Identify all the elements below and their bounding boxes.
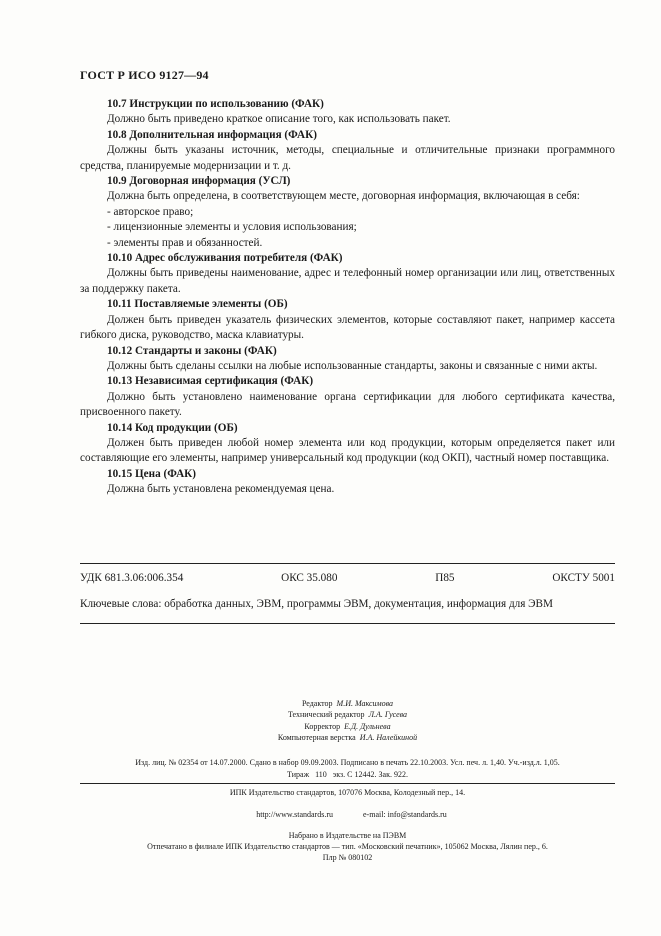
section-title: 10.9 Договорная информация (УСЛ): [107, 175, 291, 188]
section-paragraph: Должны быть сделаны ссылки на любые использованные стандарты, законы и связанные с ними акты.: [107, 359, 598, 372]
publisher-line: ИПК Издательство стандартов, 107076 Москва, Колодезный пер., 14.: [229, 788, 466, 797]
publisher-line: Плр № 080102: [322, 852, 373, 862]
classification-row: [80, 572, 615, 584]
section-paragraph: Должно быть установлено наименование органа сертификации для любого сертификата качества, присвоенного пакету.: [80, 390, 615, 419]
credit-name: Л.А. Гусева: [368, 710, 408, 720]
divider-bottom: [80, 783, 615, 784]
list-item: - авторское право;: [107, 205, 194, 218]
divider-top: [80, 563, 615, 564]
divider-keywords: [80, 623, 615, 624]
section-paragraph: Должны быть указаны источник, методы, специальные и отличительные признаки программного средства, планируемые модернизации и т. д.: [80, 144, 615, 172]
section-title: 10.10 Адрес обслуживания потребителя (ФАК): [107, 252, 343, 265]
udk-code: УДК 681.3.06:006.354: [80, 572, 184, 584]
section-title: 10.13 Независимая сертификация (ФАК): [107, 375, 314, 388]
oks-code: ОКС 35.080: [281, 572, 338, 584]
edition-info: [80, 757, 615, 780]
edition-line: Тираж 110 экз. С 12442. Зак. 922.: [287, 769, 408, 779]
publisher-line: Отпечатано в филиале ИПК Издательство стандартов — тип. «Московский печатник», 105062 Москва, Лялин пер., 6.: [147, 841, 548, 851]
list-item: - элементы прав и обязанностей.: [107, 236, 263, 249]
document-body: [80, 97, 615, 498]
section-title: 10.12 Стандарты и законы (ФАК): [107, 344, 277, 357]
credit-row: [80, 698, 615, 709]
list-item: - лицензионные элементы и условия использования;: [107, 221, 357, 234]
credit-role: Технический редактор: [287, 710, 365, 720]
section-title: 10.11 Поставляемые элементы (ОБ): [107, 298, 288, 311]
section-title: 10.7 Инструкции по использованию (ФАК): [107, 98, 324, 110]
okstu-code: ОКСТУ 5001: [552, 572, 615, 584]
credit-row: [80, 721, 615, 732]
section-paragraph: Должен быть приведен любой номер элемента или код продукции, которым определяется пакет или составляющие его элементы, например универсальный код продукции (код ОКП), частный номер поставщика.: [80, 436, 615, 465]
credit-name: Е.Д. Дульнева: [344, 721, 391, 731]
section-paragraph: Должна быть определена, в соответствующем месте, договорная информация, включающая в себя:: [107, 190, 580, 203]
publisher-contacts: [80, 799, 615, 831]
credit-role: Корректор: [304, 721, 341, 731]
publisher-line: Набрано в Издательстве на ПЭВМ: [288, 831, 407, 841]
credit-role: Компьютерная верстка: [277, 732, 356, 742]
section-paragraph: Должна быть установлена рекомендуемая цена.: [107, 483, 335, 496]
credit-row: [80, 709, 615, 720]
publisher-url: http://www.standards.ru: [256, 809, 333, 819]
credit-row: [80, 732, 615, 743]
page-header: ГОСТ Р ИСО 9127—94: [80, 68, 209, 82]
section-title: 10.14 Код продукции (ОБ): [107, 421, 238, 434]
publisher-info: [80, 788, 615, 864]
section-title: 10.8 Дополнительная информация (ФАК): [107, 128, 317, 141]
credits-block: [80, 698, 615, 743]
edition-line: Изд. лиц. № 02354 от 14.07.2000. Сдано в набор 09.09.2003. Подписано в печать 22.10.2003. Усл. печ. л. 1,40. Уч.-изд.л. 1,05.: [135, 758, 560, 767]
credit-name: И.А. Налейкиной: [359, 732, 418, 742]
credit-role: Редактор: [301, 699, 333, 708]
section-paragraph: Должны быть приведены наименование, адрес и телефонный номер организации или лиц, ответственных за поддержку пакета.: [80, 267, 615, 295]
publisher-email: e-mail: info@standards.ru: [363, 809, 447, 819]
section-paragraph: Должно быть приведено краткое описание того, как использовать пакет.: [107, 113, 451, 126]
credit-name: М.И. Максимова: [336, 699, 394, 708]
keywords: Ключевые слова: обработка данных, ЭВМ, программы ЭВМ, документация, информация для ЭВМ: [80, 598, 553, 610]
section-paragraph: Должен быть приведен указатель физических элементов, которые составляют пакет, например кассета гибкого диска, руководство, маска клавиатуры.: [80, 313, 615, 342]
section-title: 10.15 Цена (ФАК): [107, 467, 197, 480]
group-code: П85: [435, 572, 455, 584]
